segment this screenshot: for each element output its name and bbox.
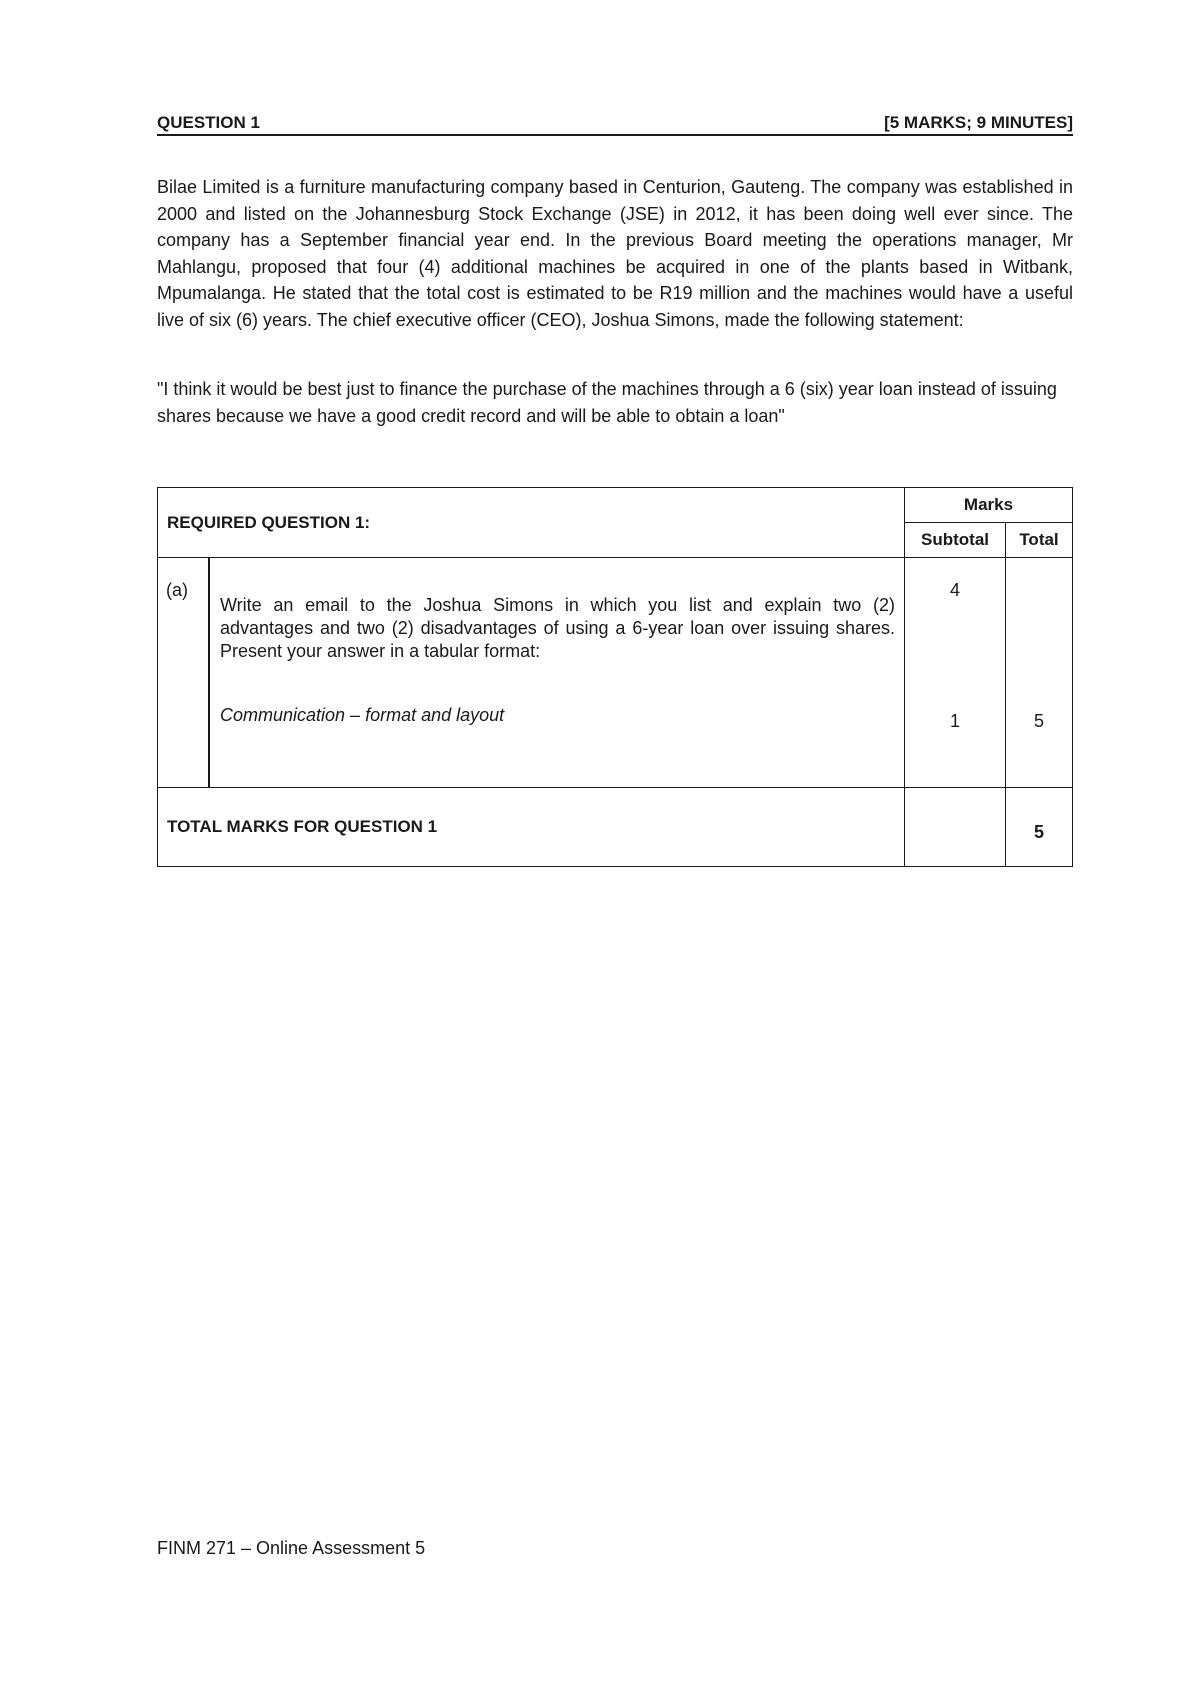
item-a-text: Write an email to the Joshua Simons in which you list and explain two (2) advantages and two (2) disadvantages of using a 6-year loan over issuing shares. Present your answer in a tabular format: (220, 595, 895, 661)
item-a-total: 5 (1033, 711, 1044, 731)
marks-info: [5 MARKS; 9 MINUTES] (884, 113, 1073, 132)
question-header (157, 112, 1073, 136)
subtotal-header: Subtotal (905, 523, 1006, 558)
item-a-subtotal: 4 (949, 580, 960, 600)
scenario-paragraph: Bilae Limited is a furniture manufacturing company based in Centurion, Gauteng. The company was established in 2000 and listed on the Johannesburg Stock Exchange (JSE) in 2012, it has been doing well ever since. The company has a September financial year end. In the previous Board meeting the operations manager, Mr Mahlangu, proposed that four (4) additional machines be acquired in one of the plants based in Witbank, Mpumalanga. He stated that the total cost is estimated to be R19 million and the machines would have a useful live of six (6) years. The chief executive officer (CEO), Joshua Simons, made the following statement: (157, 177, 1073, 330)
table-row (158, 788, 1073, 867)
item-a-label: (a) (158, 558, 210, 788)
page-footer: FINM 271 – Online Assessment 5 (157, 1538, 426, 1558)
item-a-subtotal-cell (905, 558, 1006, 788)
communication-label: Communication – format and layout (220, 705, 505, 725)
item-a-total-cell (1006, 558, 1073, 788)
total-marks-subtotal (905, 788, 1006, 867)
communication-subtotal: 1 (949, 711, 960, 731)
required-table (157, 487, 1073, 867)
question-title: QUESTION 1 (157, 113, 260, 132)
total-header: Total (1006, 523, 1073, 558)
ceo-quote: "I think it would be best just to finance the purchase of the machines through a 6 (six) year loan instead of issuing shares because we have a good credit record and will be able to obtain a loan" (157, 379, 1057, 426)
required-title: REQUIRED QUESTION 1: (158, 488, 905, 558)
total-marks-value: 5 (1006, 788, 1073, 867)
item-a-question-cell (209, 558, 905, 788)
marks-header: Marks (905, 488, 1073, 523)
table-row (158, 558, 1073, 788)
total-marks-label: TOTAL MARKS FOR QUESTION 1 (158, 788, 905, 867)
